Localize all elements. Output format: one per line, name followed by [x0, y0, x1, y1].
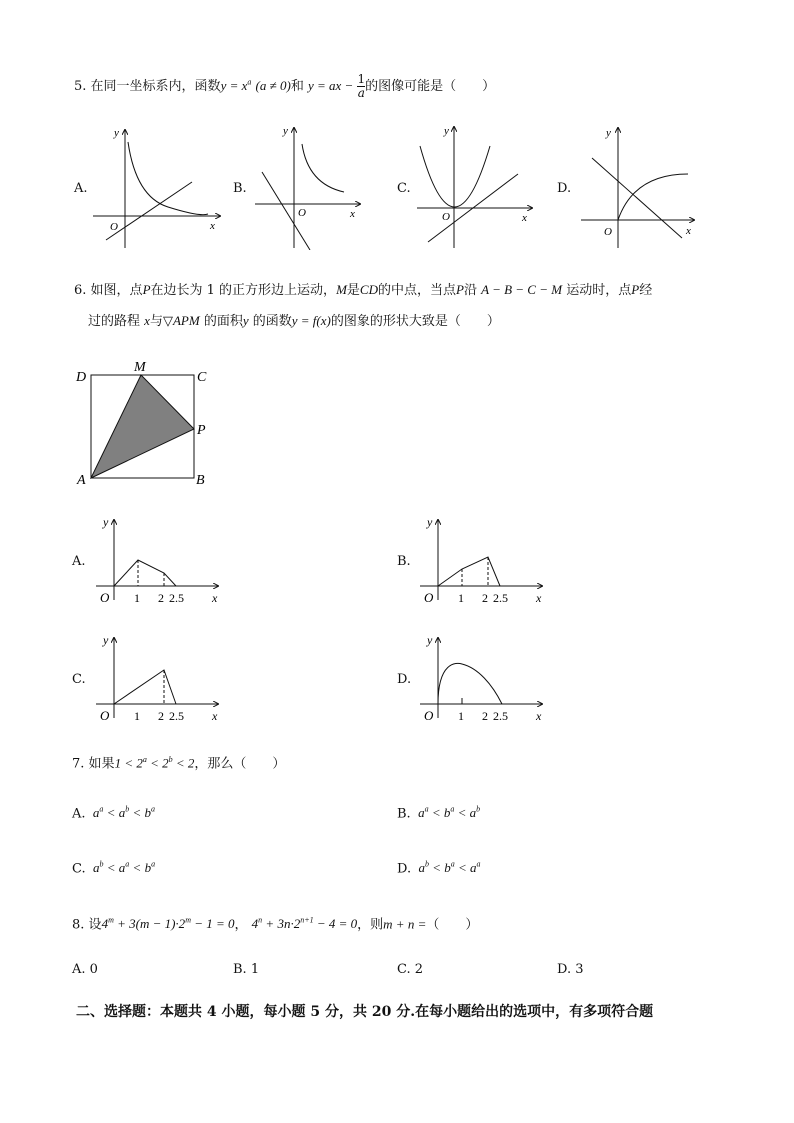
svg-text:2: 2 [482, 709, 488, 723]
power-curve [420, 146, 490, 207]
q6-option-b-label[interactable]: B. [397, 554, 411, 569]
svg-text:2.5: 2.5 [493, 591, 508, 605]
svg-text:2.5: 2.5 [493, 709, 508, 723]
q6-option-a-label[interactable]: A. [72, 554, 86, 569]
q5-graph-a [88, 122, 228, 250]
svg-text:y: y [427, 633, 433, 647]
svg-text:x: x [686, 225, 691, 237]
q7-option-c[interactable]: C. $a^b < a^a < b^a$ [72, 860, 156, 877]
q5-option-b-label[interactable]: B. [233, 181, 247, 196]
q6-graph-a [92, 514, 230, 608]
label-b: B [196, 473, 205, 488]
svg-text:x: x [536, 591, 542, 605]
svg-text:y: y [606, 127, 611, 139]
svg-text:2: 2 [482, 591, 488, 605]
q5-graph-b [252, 122, 372, 250]
triangle-apm [91, 375, 194, 478]
q7-option-a[interactable]: A. $a^a < a^b < b^a$ [72, 805, 155, 822]
area-curve [438, 663, 502, 704]
label-p: P [197, 423, 206, 438]
svg-text:2.5: 2.5 [169, 591, 184, 605]
area-curve [114, 670, 176, 704]
line [106, 182, 192, 240]
svg-text:O: O [424, 590, 434, 605]
svg-text:y: y [444, 125, 449, 137]
svg-text:y: y [103, 515, 109, 529]
svg-text:O: O [298, 207, 306, 219]
q8-option-b[interactable]: B. 1 [233, 962, 260, 977]
q6-graph-b [416, 514, 554, 608]
svg-text:2: 2 [158, 709, 164, 723]
svg-text:O: O [100, 708, 110, 723]
q5-graph-d [576, 122, 706, 250]
label-m: M [134, 360, 146, 375]
svg-text:O: O [424, 708, 434, 723]
q6-stem-line2: 过的路程 x与▽APM 的面积y 的函数y = f(x)的图象的形状大致是（ ） [88, 313, 500, 329]
svg-text:x: x [212, 591, 218, 605]
svg-text:O: O [442, 211, 450, 223]
svg-text:1: 1 [134, 591, 140, 605]
power-curve [618, 174, 688, 220]
q7-stem: 7. 如果$1 < 2^a < 2^b < 2$，那么（ ） [72, 755, 286, 772]
svg-text:x: x [536, 709, 542, 723]
q6-graph-c [92, 632, 230, 726]
q5-graph-c [414, 122, 544, 250]
q8-option-d[interactable]: D. 3 [557, 962, 584, 977]
svg-text:x: x [350, 208, 355, 220]
q8-option-c[interactable]: C. 2 [397, 962, 424, 977]
svg-text:1: 1 [458, 709, 464, 723]
area-curve [114, 560, 176, 586]
label-a: A [77, 473, 86, 488]
q7-option-d[interactable]: D. $a^b < b^a < a^a$ [397, 860, 481, 877]
q5-option-d-label[interactable]: D. [557, 181, 572, 196]
svg-text:O: O [604, 226, 612, 238]
area-curve [438, 557, 500, 586]
svg-text:x: x [212, 709, 218, 723]
svg-text:1: 1 [134, 709, 140, 723]
svg-text:2: 2 [158, 591, 164, 605]
q6-option-d-label[interactable]: D. [397, 672, 412, 687]
q5-option-a-label[interactable]: A. [74, 181, 88, 196]
q5-option-c-label[interactable]: C. [397, 181, 411, 196]
q8-stem: 8. 设$4^m + 3(m - 1)\cdot 2^m - 1 = 0$， $4^n + 3n\cdot 2^{n+1} - 4 = 0$，则m + n =（ ） [72, 916, 479, 933]
power-curve [128, 142, 208, 215]
y-label: y [114, 127, 119, 139]
q8-option-a[interactable]: A. 0 [72, 962, 98, 977]
q6-square-figure [72, 356, 222, 492]
q6-stem-line1: 6. 如图，点P在边长为 1 的正方形边上运动，M是CD的中点，当点P沿 A − B − C − M 运动时，点P经 [74, 282, 653, 298]
x-label: x [210, 220, 215, 232]
label-d: D [76, 370, 87, 385]
svg-text:x: x [522, 212, 527, 224]
q7-option-b[interactable]: B. $a^a < b^a < a^b$ [397, 805, 481, 822]
svg-text:y: y [427, 515, 433, 529]
section-2-heading: 二、选择题：本题共 4 小题，每小题 5 分，共 20 分.在每小题给出的选项中，有多项符合题 [76, 1004, 654, 1020]
svg-text:y: y [103, 633, 109, 647]
svg-text:O: O [100, 590, 110, 605]
q6-graph-d [416, 632, 554, 726]
svg-text:1: 1 [458, 591, 464, 605]
origin-label: O [110, 221, 118, 233]
svg-text:y: y [283, 125, 288, 137]
power-curve [302, 144, 344, 192]
label-c: C [197, 370, 207, 385]
q5-stem: 5. 在同一坐标系内，函数$y = x^a$ (a ≠ 0)和 y = ax − $\frac{1}{a}$ 的图像可能是（ ） [74, 72, 496, 100]
svg-text:2.5: 2.5 [169, 709, 184, 723]
q6-option-c-label[interactable]: C. [72, 672, 86, 687]
